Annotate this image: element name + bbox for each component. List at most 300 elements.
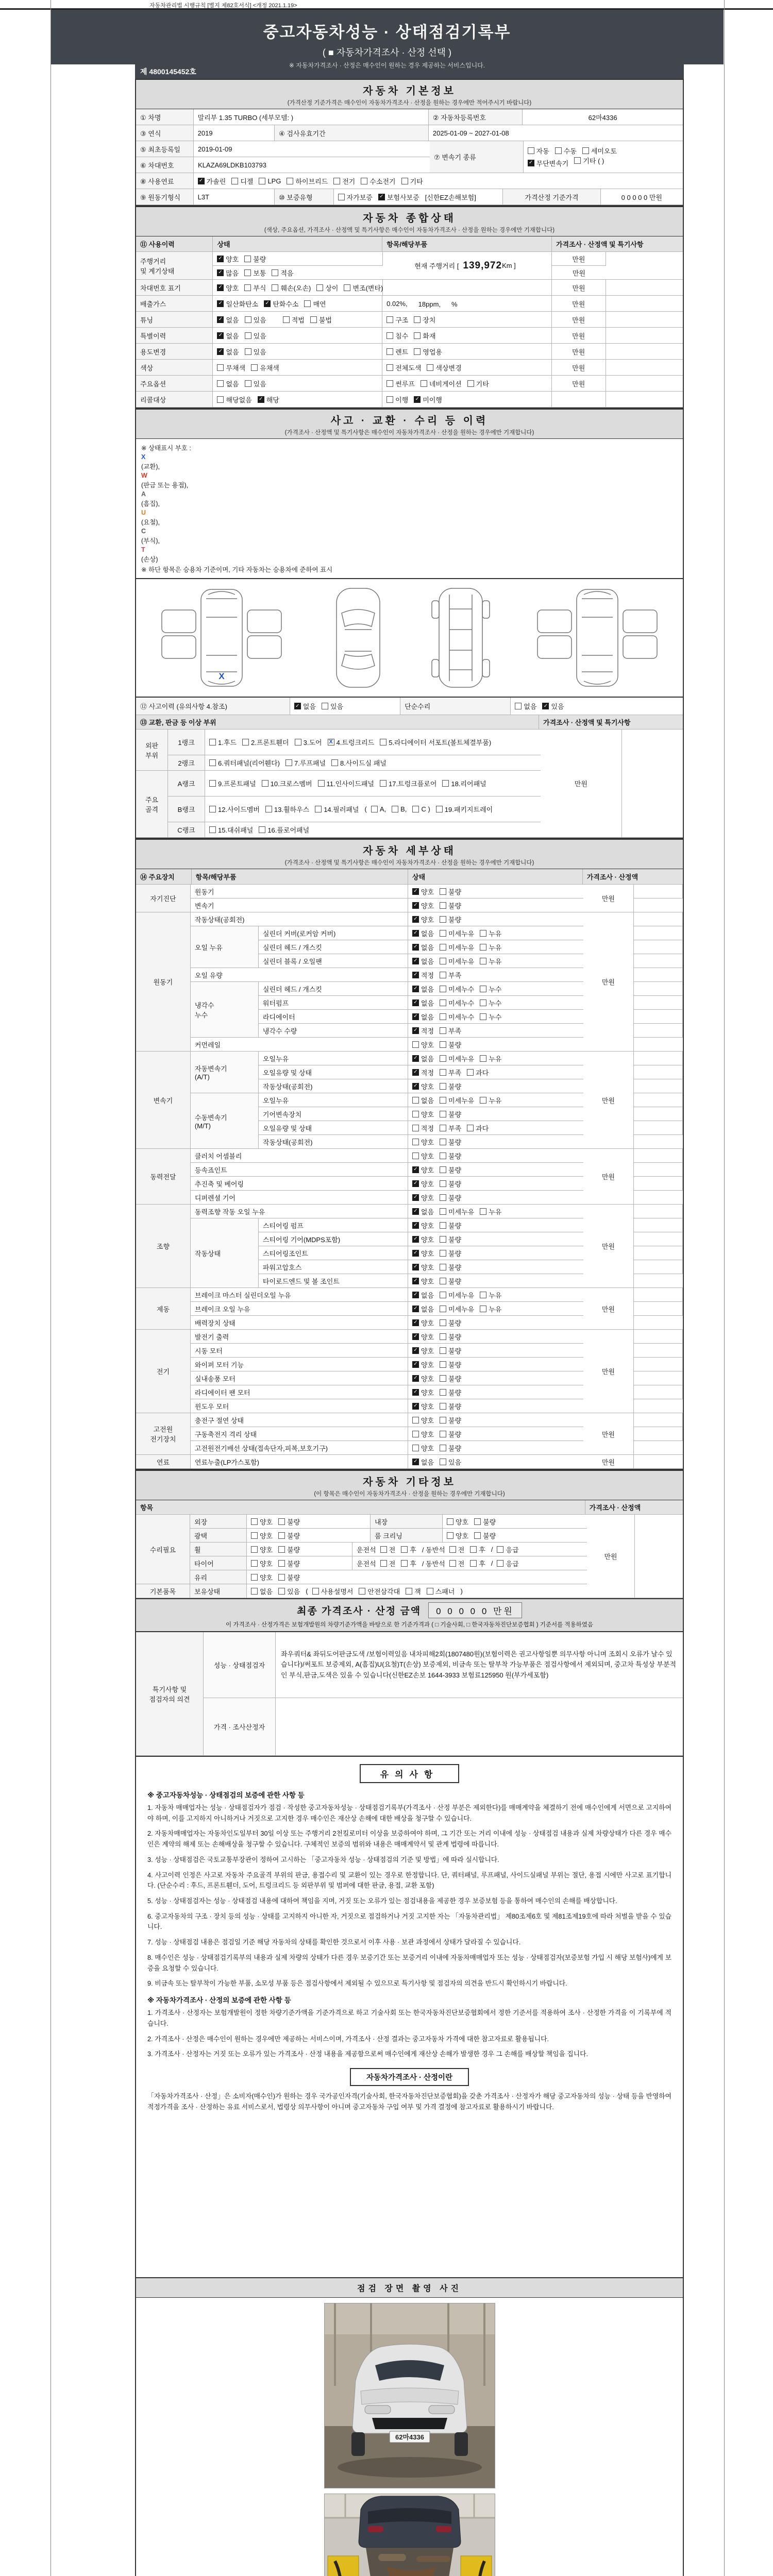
checkbox[interactable] xyxy=(283,316,290,323)
option-label: 양호 xyxy=(226,284,239,292)
option-label: 적정 xyxy=(421,1069,434,1077)
option xyxy=(412,1012,434,1022)
checkbox[interactable] xyxy=(440,1222,446,1229)
checkbox[interactable]: ✓ xyxy=(294,703,301,709)
checkbox[interactable]: ✓ xyxy=(217,284,224,291)
checkbox[interactable]: X xyxy=(328,739,334,745)
checkbox[interactable] xyxy=(467,1069,474,1076)
item-row xyxy=(191,1302,583,1316)
table-header-row xyxy=(136,1500,683,1515)
checkbox[interactable]: ✓ xyxy=(412,972,419,978)
checkbox[interactable] xyxy=(440,1027,446,1034)
text-token: (손상) xyxy=(141,556,158,563)
checkbox[interactable] xyxy=(440,1375,446,1382)
option xyxy=(440,1054,474,1063)
option-label: 양호 xyxy=(456,1532,469,1540)
item-row xyxy=(191,1413,583,1427)
checkbox[interactable] xyxy=(412,1445,419,1451)
checkbox[interactable] xyxy=(251,1532,258,1539)
checkbox[interactable] xyxy=(412,1041,419,1048)
page-title: 중고자동차성능 · 상태점검기록부 xyxy=(263,23,511,41)
checkbox[interactable] xyxy=(412,806,419,812)
item-row xyxy=(191,1191,583,1205)
checkbox[interactable] xyxy=(406,1588,412,1595)
checkbox[interactable] xyxy=(480,1097,486,1104)
option xyxy=(447,1517,468,1527)
checkbox[interactable] xyxy=(401,178,408,184)
checkbox[interactable]: ✓ xyxy=(414,396,421,403)
option-label: 미이행 xyxy=(423,396,442,404)
checkbox[interactable] xyxy=(449,1560,456,1567)
checkbox[interactable] xyxy=(242,739,249,745)
checkbox[interactable]: ✓ xyxy=(412,1180,419,1187)
checkbox[interactable]: ✓ xyxy=(217,256,224,262)
checkbox[interactable] xyxy=(244,284,251,291)
item-label: 냉각수 수량 xyxy=(259,1024,408,1038)
checkbox[interactable] xyxy=(440,1194,446,1201)
option-label: 훼손(오손) xyxy=(280,284,311,292)
checkbox[interactable] xyxy=(467,380,474,387)
checkbox[interactable] xyxy=(440,888,446,895)
option xyxy=(447,1531,468,1540)
item-label: 룸 크리닝 xyxy=(371,1529,443,1543)
checkbox[interactable] xyxy=(359,1588,365,1595)
checkbox[interactable] xyxy=(440,1292,446,1298)
checkbox[interactable] xyxy=(582,147,589,154)
option xyxy=(412,1387,434,1397)
checkbox[interactable] xyxy=(318,780,325,787)
checkbox[interactable] xyxy=(515,703,522,709)
checkbox[interactable] xyxy=(386,396,393,403)
checkbox[interactable] xyxy=(251,1588,258,1595)
option-label: 이행 xyxy=(395,396,409,404)
checkbox[interactable]: ✓ xyxy=(412,1389,419,1396)
checkbox[interactable] xyxy=(331,759,338,766)
checkbox[interactable] xyxy=(386,316,393,323)
checkbox[interactable] xyxy=(440,1166,446,1173)
option xyxy=(251,1545,273,1554)
item-options xyxy=(247,1543,352,1556)
option xyxy=(412,1026,434,1036)
checkbox[interactable]: ✓ xyxy=(258,396,264,403)
checkbox[interactable] xyxy=(209,759,216,766)
checkbox[interactable] xyxy=(480,1306,486,1312)
checkbox[interactable] xyxy=(440,1333,446,1340)
checkbox[interactable]: ✓ xyxy=(378,194,385,200)
note-cell xyxy=(634,1455,683,1469)
checkbox[interactable] xyxy=(278,1532,285,1539)
checkbox[interactable] xyxy=(217,396,224,403)
checkbox[interactable] xyxy=(278,1546,285,1553)
option-label: 영업용 xyxy=(423,348,442,356)
checkbox[interactable] xyxy=(380,780,386,787)
checkbox[interactable] xyxy=(467,1125,474,1131)
option xyxy=(497,1545,518,1554)
item-label: 외장 xyxy=(190,1515,247,1529)
checkbox[interactable] xyxy=(440,1278,446,1284)
checkbox[interactable] xyxy=(295,739,301,745)
checkbox[interactable] xyxy=(440,1236,446,1243)
checkbox[interactable] xyxy=(304,300,311,307)
accident-body xyxy=(136,730,683,838)
checkbox[interactable]: ✓ xyxy=(412,944,419,951)
checkbox[interactable]: ✓ xyxy=(412,1403,419,1410)
checkbox[interactable]: ✓ xyxy=(412,1194,419,1201)
option-label: 11.인사이드패널 xyxy=(326,780,374,788)
item-label: 충전구 절연 상태 xyxy=(191,1413,408,1427)
checkbox[interactable]: ✓ xyxy=(412,888,419,895)
checkbox[interactable]: ✓ xyxy=(412,916,419,923)
checkbox[interactable]: ✓ xyxy=(412,1264,419,1270)
checkbox[interactable] xyxy=(480,986,486,992)
checkbox[interactable] xyxy=(344,284,350,291)
checkbox[interactable] xyxy=(287,178,293,184)
checkbox[interactable]: ✓ xyxy=(412,1250,419,1257)
option xyxy=(392,805,407,813)
item-label: 배력장치 상태 xyxy=(191,1316,408,1330)
item-row xyxy=(191,899,583,912)
checkbox[interactable]: ✓ xyxy=(412,986,419,992)
checkbox[interactable] xyxy=(412,1153,419,1159)
option-label: 14.필러패널 xyxy=(324,806,359,814)
option-label: 10.크로스멤버 xyxy=(270,780,312,788)
checkbox[interactable]: ✓ xyxy=(412,1319,419,1326)
option xyxy=(440,1165,461,1175)
option-label: 화재 xyxy=(423,332,436,340)
option-label: 해당없음 xyxy=(226,396,252,404)
checkbox[interactable] xyxy=(401,1560,408,1567)
checkbox[interactable] xyxy=(244,269,251,276)
item-row xyxy=(191,1038,583,1052)
option-label: 매연 xyxy=(313,300,326,308)
checkbox[interactable] xyxy=(480,1292,486,1298)
checkbox[interactable] xyxy=(440,1055,446,1062)
checkbox[interactable] xyxy=(412,1125,419,1131)
notice-item: 5. 성능 · 상태점검자는 성능 · 상태점검 내용에 대하여 책임을 지며, 거짓 또는 오류가 있는 점검내용을 제공한 경우 보증보험 등을 통하여 매수인의 손해를 배상합니다. xyxy=(147,1897,617,1905)
option xyxy=(209,778,256,788)
option-label: 있음 xyxy=(253,348,266,356)
checkbox[interactable] xyxy=(209,780,216,787)
checkbox[interactable] xyxy=(412,1097,419,1104)
checkbox[interactable] xyxy=(470,1560,477,1567)
checkbox[interactable] xyxy=(440,1306,446,1312)
checkbox[interactable] xyxy=(440,1389,446,1396)
checkbox[interactable]: ✓ xyxy=(412,902,419,909)
checkbox[interactable]: ✓ xyxy=(412,999,419,1006)
checkbox[interactable] xyxy=(217,380,224,387)
checkbox[interactable]: ✓ xyxy=(217,348,224,355)
option xyxy=(245,331,266,341)
checkbox[interactable]: ✓ xyxy=(412,1375,419,1382)
checkbox[interactable]: ✓ xyxy=(412,1333,419,1340)
checkbox[interactable] xyxy=(480,944,486,951)
checkbox[interactable] xyxy=(251,1546,258,1553)
trunk-x-mark[interactable]: X xyxy=(218,671,225,681)
checkbox[interactable]: ✓ xyxy=(412,1292,419,1298)
checkbox[interactable] xyxy=(480,930,486,937)
checkbox[interactable] xyxy=(414,332,421,339)
option xyxy=(251,363,279,372)
checkbox[interactable] xyxy=(209,806,216,812)
checkbox[interactable] xyxy=(209,826,216,833)
checkbox[interactable] xyxy=(278,1588,285,1595)
item-options xyxy=(247,1515,371,1529)
checkbox[interactable] xyxy=(251,1574,258,1581)
checkbox[interactable] xyxy=(474,1532,481,1539)
checkbox[interactable]: ✓ xyxy=(412,1236,419,1243)
block-stack xyxy=(191,912,583,1052)
checkbox[interactable] xyxy=(440,930,446,937)
option xyxy=(412,1081,434,1091)
checkbox[interactable]: ✓ xyxy=(217,332,224,339)
checkbox[interactable]: ✓ xyxy=(412,1306,419,1312)
checkbox[interactable] xyxy=(278,1574,285,1581)
checkbox[interactable] xyxy=(386,364,393,371)
checkbox[interactable] xyxy=(278,1560,285,1567)
checkbox[interactable] xyxy=(497,1560,503,1567)
option xyxy=(440,1443,461,1453)
checkbox[interactable] xyxy=(315,806,322,812)
checkbox[interactable] xyxy=(371,806,378,812)
page-subtitle: ( ■ 자동차가격조사 · 산정 선택 ) xyxy=(322,47,452,58)
table-row xyxy=(136,173,683,189)
checkbox[interactable] xyxy=(392,806,398,812)
group-label: 외판 부위 xyxy=(136,730,168,771)
checkbox[interactable] xyxy=(401,1546,408,1553)
item-row xyxy=(191,1455,583,1469)
checkbox[interactable] xyxy=(440,1459,446,1465)
row-label: 특별이력 xyxy=(136,328,213,344)
checkbox[interactable] xyxy=(497,1546,503,1553)
checkbox[interactable] xyxy=(312,1588,319,1595)
option xyxy=(480,956,501,966)
checkbox[interactable] xyxy=(245,380,251,387)
checkbox[interactable] xyxy=(440,944,446,951)
checkbox[interactable] xyxy=(310,316,317,323)
note-cell xyxy=(634,1177,683,1191)
checkbox[interactable] xyxy=(427,364,433,371)
checkbox[interactable]: ✓ xyxy=(412,930,419,937)
checkbox[interactable] xyxy=(440,1445,446,1451)
checkbox[interactable] xyxy=(440,958,446,964)
checkbox[interactable]: ✓ xyxy=(542,703,549,709)
checkbox[interactable] xyxy=(440,1083,446,1090)
checkbox[interactable] xyxy=(251,1518,258,1525)
checkbox[interactable]: ✓ xyxy=(412,1222,419,1229)
checkbox[interactable]: ✓ xyxy=(217,316,224,323)
option xyxy=(259,825,309,835)
column-header: 상태 xyxy=(213,236,382,252)
checkbox[interactable]: ✓ xyxy=(412,1013,419,1020)
checkbox[interactable] xyxy=(380,739,386,745)
option-label: 불량 xyxy=(448,1166,462,1174)
checkbox[interactable] xyxy=(412,1139,419,1145)
note-cell xyxy=(606,360,683,376)
option-label: 불량 xyxy=(448,1235,462,1244)
note-stack xyxy=(634,1052,683,1149)
checkbox[interactable]: ✓ xyxy=(412,1055,419,1062)
option xyxy=(449,1558,465,1568)
column-header: 가격조사 · 산정액 xyxy=(585,1500,683,1515)
diagram-top-view xyxy=(317,583,399,692)
checkbox[interactable] xyxy=(470,1546,477,1553)
checkbox[interactable] xyxy=(265,806,272,812)
checkbox[interactable]: ✓ xyxy=(528,160,534,166)
checkbox[interactable] xyxy=(412,1431,419,1437)
state-options xyxy=(408,940,583,954)
checkbox[interactable] xyxy=(251,364,258,371)
checkbox[interactable] xyxy=(412,1111,419,1117)
checkbox[interactable] xyxy=(447,1532,453,1539)
checkbox[interactable] xyxy=(414,316,421,323)
checkbox[interactable]: ✓ xyxy=(412,958,419,964)
option xyxy=(440,1234,461,1244)
checkbox[interactable] xyxy=(316,284,323,291)
checkbox[interactable] xyxy=(442,780,449,787)
checkbox[interactable] xyxy=(278,1518,285,1525)
option-label: 세미오토 xyxy=(591,147,617,156)
option xyxy=(209,737,237,747)
checkbox[interactable]: ✓ xyxy=(412,1459,419,1465)
checkbox[interactable] xyxy=(259,178,265,184)
checkbox[interactable] xyxy=(440,986,446,992)
checkbox[interactable] xyxy=(217,364,224,371)
state-options xyxy=(408,1427,583,1441)
checkbox[interactable] xyxy=(244,256,251,262)
option xyxy=(440,1415,461,1425)
option-label: 자동 xyxy=(536,147,549,156)
checkbox[interactable] xyxy=(440,1361,446,1368)
checkbox[interactable] xyxy=(380,1546,387,1553)
checkbox[interactable] xyxy=(440,1097,446,1104)
checkbox[interactable] xyxy=(440,1347,446,1354)
checkbox[interactable] xyxy=(480,999,486,1006)
checkbox[interactable] xyxy=(480,1208,486,1215)
item-label: 스티어링 기어(MDPS포함) xyxy=(259,1232,408,1246)
checkbox[interactable] xyxy=(440,916,446,923)
checkbox[interactable] xyxy=(440,1013,446,1020)
checkbox[interactable] xyxy=(440,1403,446,1410)
checkbox[interactable] xyxy=(480,1055,486,1062)
checkbox[interactable] xyxy=(427,1588,433,1595)
checkbox[interactable] xyxy=(338,194,345,200)
option-label: 불량 xyxy=(448,1138,462,1146)
checkbox[interactable] xyxy=(245,332,251,339)
checkbox[interactable]: ✓ xyxy=(412,1278,419,1284)
checkbox[interactable]: ✓ xyxy=(412,1083,419,1090)
text-token: W xyxy=(141,472,147,479)
checkbox[interactable] xyxy=(440,1208,446,1215)
checkbox[interactable] xyxy=(245,348,251,355)
checkbox[interactable] xyxy=(440,1041,446,1048)
state-stack xyxy=(213,252,383,280)
checkbox[interactable]: ✓ xyxy=(412,1069,419,1076)
option-label: 양호 xyxy=(421,1222,434,1230)
checkbox[interactable] xyxy=(412,1417,419,1423)
item-label: 기어변속장치 xyxy=(259,1107,408,1121)
checkbox[interactable] xyxy=(259,826,265,833)
option xyxy=(440,1276,461,1286)
checkbox[interactable] xyxy=(480,958,486,964)
checkbox[interactable] xyxy=(440,1180,446,1187)
checkbox[interactable] xyxy=(333,178,340,184)
checkbox[interactable]: ✓ xyxy=(217,269,224,276)
checkbox[interactable] xyxy=(440,1153,446,1159)
checkbox[interactable] xyxy=(285,759,292,766)
checkbox[interactable] xyxy=(231,178,238,184)
checkbox[interactable] xyxy=(251,1560,258,1567)
checkbox[interactable]: ✓ xyxy=(198,178,205,184)
checkbox[interactable] xyxy=(440,1264,446,1270)
checkbox[interactable] xyxy=(447,1518,453,1525)
checkbox[interactable] xyxy=(245,316,251,323)
checkbox[interactable] xyxy=(322,703,328,709)
option xyxy=(480,1207,501,1216)
option xyxy=(412,928,434,938)
text-token: U xyxy=(141,509,146,516)
checkbox[interactable]: ✓ xyxy=(412,1347,419,1354)
checkbox[interactable] xyxy=(440,999,446,1006)
overall-state-table xyxy=(135,236,684,409)
checkbox[interactable]: ✓ xyxy=(217,300,224,307)
checkbox[interactable] xyxy=(386,332,393,339)
checkbox[interactable] xyxy=(440,1125,446,1131)
checkbox[interactable] xyxy=(440,902,446,909)
checkbox[interactable] xyxy=(440,1069,446,1076)
checkbox[interactable] xyxy=(421,380,427,387)
checkbox[interactable] xyxy=(272,284,278,291)
checkbox[interactable] xyxy=(262,780,268,787)
checkbox[interactable] xyxy=(474,1518,481,1525)
checkbox[interactable] xyxy=(386,348,393,355)
option-label: B, xyxy=(400,805,407,813)
checkbox[interactable]: ✓ xyxy=(412,1208,419,1215)
checkbox[interactable]: ✓ xyxy=(412,1027,419,1034)
checkbox[interactable] xyxy=(440,1431,446,1437)
checkbox[interactable] xyxy=(380,1560,387,1567)
item-label: 와이퍼 모터 기능 xyxy=(191,1358,408,1371)
checkbox[interactable] xyxy=(440,1319,446,1326)
checkbox[interactable] xyxy=(449,1546,456,1553)
checkbox[interactable] xyxy=(414,348,421,355)
checkbox[interactable] xyxy=(386,380,393,387)
checkbox[interactable]: ✓ xyxy=(412,1166,419,1173)
checkbox[interactable] xyxy=(574,157,581,164)
checkbox[interactable] xyxy=(361,178,367,184)
checkbox[interactable] xyxy=(272,269,278,276)
field-label: ⑥ 차대번호 xyxy=(136,157,194,173)
checkbox[interactable] xyxy=(440,1250,446,1257)
checkbox[interactable] xyxy=(209,739,216,745)
option xyxy=(480,1304,501,1314)
checkbox[interactable] xyxy=(480,1013,486,1020)
table-row xyxy=(136,344,683,360)
checkbox[interactable] xyxy=(440,1139,446,1145)
option-label: 미세누유 xyxy=(448,1305,475,1313)
checkbox[interactable] xyxy=(555,147,562,154)
checkbox[interactable]: ✓ xyxy=(264,300,271,307)
checkbox[interactable] xyxy=(440,1417,446,1423)
option xyxy=(278,1517,300,1527)
checkbox[interactable]: ✓ xyxy=(412,1361,419,1368)
note-cell xyxy=(634,1149,683,1163)
option-label: 양호 xyxy=(421,1138,434,1146)
checkbox[interactable] xyxy=(440,972,446,978)
checkbox[interactable] xyxy=(436,806,443,812)
checkbox[interactable] xyxy=(440,1111,446,1117)
item-stack xyxy=(191,1149,583,1205)
checkbox[interactable] xyxy=(528,147,534,154)
